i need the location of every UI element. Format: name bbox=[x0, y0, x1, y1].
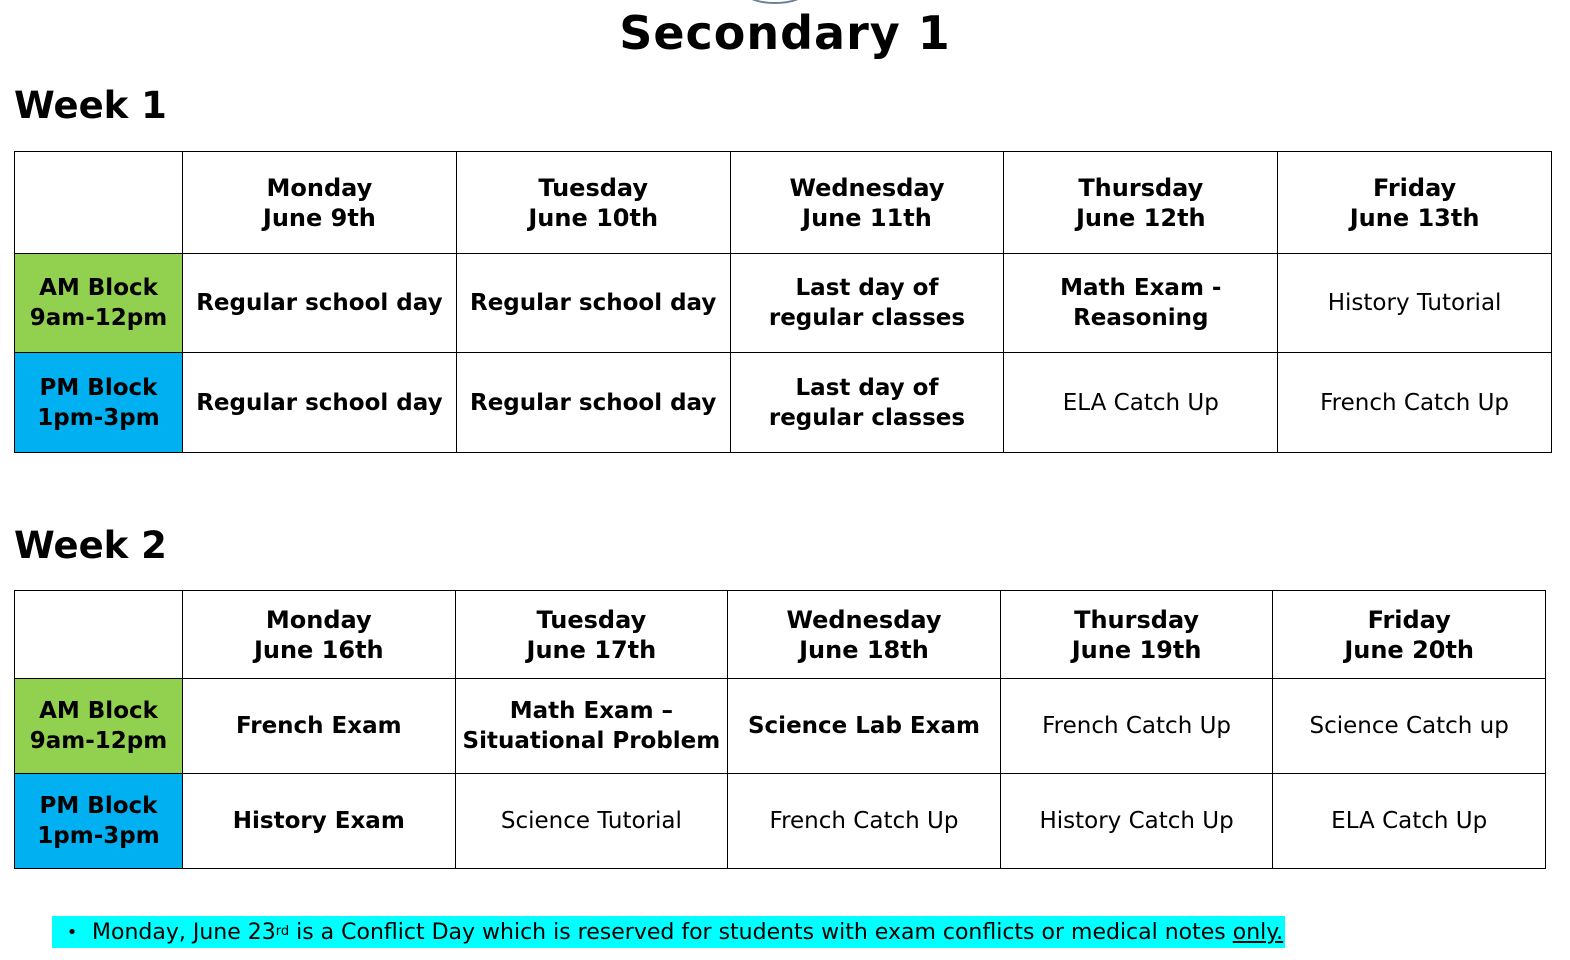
day-date: June 17th bbox=[526, 635, 657, 664]
table-row-am bbox=[15, 254, 1552, 353]
am-block-label bbox=[15, 679, 183, 774]
schedule-cell bbox=[1278, 353, 1552, 453]
week-1-schedule-table bbox=[14, 151, 1552, 453]
day-header-monday bbox=[183, 152, 457, 254]
cell-text-line: Math Exam – bbox=[509, 698, 674, 724]
block-time: 1pm-3pm bbox=[37, 404, 160, 431]
day-name: Thursday bbox=[1074, 605, 1200, 634]
pm-block-label bbox=[15, 774, 183, 869]
block-time: 9am-12pm bbox=[29, 728, 168, 754]
header-logo-arc bbox=[744, 0, 806, 4]
day-name: Monday bbox=[266, 173, 373, 202]
cell-text-line: Science Catch up bbox=[1309, 713, 1509, 739]
schedule-cell bbox=[455, 679, 728, 774]
cell-text-line: ELA Catch Up bbox=[1062, 389, 1219, 416]
table-row-am bbox=[15, 679, 1546, 774]
day-date: June 13th bbox=[1349, 203, 1480, 232]
block-name: PM Block bbox=[39, 374, 158, 401]
note-underlined-text: only. bbox=[1232, 919, 1284, 945]
day-header-thursday bbox=[1004, 152, 1278, 254]
day-date: June 11th bbox=[802, 203, 932, 232]
day-header-wednesday bbox=[730, 152, 1004, 254]
cell-text-line: Math Exam - bbox=[1060, 275, 1222, 301]
table-row-pm bbox=[15, 353, 1552, 453]
day-name: Wednesday bbox=[786, 605, 942, 634]
note-text-before: Monday, June 23 bbox=[92, 919, 276, 945]
day-name: Wednesday bbox=[789, 173, 945, 202]
day-name: Monday bbox=[265, 605, 372, 634]
bullet-icon: • bbox=[66, 921, 78, 943]
cell-text-line: History Exam bbox=[232, 808, 405, 834]
cell-text-line: Science Lab Exam bbox=[747, 713, 980, 739]
day-date: June 19th bbox=[1071, 635, 1202, 664]
conflict-day-note: • Monday, June 23 rd is a Conflict Day which is reserved for students with exam conflicts or medical notes only. bbox=[52, 916, 1285, 948]
cell-text-line: regular classes bbox=[768, 305, 966, 331]
cell-text-line: French Catch Up bbox=[1042, 713, 1232, 739]
block-time: 9am-12pm bbox=[29, 305, 168, 331]
cell-text-line: Regular school day bbox=[470, 389, 717, 416]
day-header-thursday bbox=[1000, 591, 1273, 679]
schedule-cell bbox=[1273, 774, 1546, 869]
block-name: AM Block bbox=[39, 698, 158, 724]
schedule-cell bbox=[455, 774, 728, 869]
schedule-cell bbox=[1000, 774, 1273, 869]
cell-text-line: French Exam bbox=[235, 713, 402, 739]
schedule-cell bbox=[456, 254, 730, 353]
schedule-cell bbox=[1278, 254, 1552, 353]
schedule-cell bbox=[1000, 679, 1273, 774]
corner-cell bbox=[15, 591, 183, 679]
cell-text-line: Regular school day bbox=[196, 389, 443, 416]
page-title: Secondary 1 bbox=[619, 6, 951, 60]
day-date: June 10th bbox=[528, 203, 659, 232]
day-date: June 18th bbox=[799, 635, 929, 664]
day-header-wednesday bbox=[728, 591, 1001, 679]
cell-text-line: Regular school day bbox=[196, 290, 443, 316]
pm-block-label bbox=[15, 353, 183, 453]
day-header-monday bbox=[183, 591, 456, 679]
day-date: June 12th bbox=[1075, 203, 1206, 232]
table-row-pm bbox=[15, 774, 1546, 869]
day-name: Tuesday bbox=[536, 605, 647, 634]
schedule-cell bbox=[183, 353, 457, 453]
table-header-row bbox=[15, 152, 1552, 254]
cell-text-line: French Catch Up bbox=[769, 808, 959, 834]
day-header-friday bbox=[1278, 152, 1552, 254]
cell-text-line: Science Tutorial bbox=[500, 808, 682, 834]
day-header-tuesday bbox=[455, 591, 728, 679]
week-1-heading: Week 1 bbox=[14, 84, 167, 127]
cell-text-line: Last day of bbox=[795, 374, 939, 401]
cell-text-line: History Catch Up bbox=[1039, 808, 1234, 834]
cell-text-line: History Tutorial bbox=[1327, 290, 1502, 316]
am-block-label bbox=[15, 254, 183, 353]
cell-text-line: Regular school day bbox=[470, 290, 717, 316]
day-date: June 20th bbox=[1344, 635, 1475, 664]
week-2-heading: Week 2 bbox=[14, 524, 167, 567]
cell-text-line: regular classes bbox=[768, 404, 966, 431]
schedule-cell bbox=[728, 774, 1001, 869]
table-header-row bbox=[15, 591, 1546, 679]
week-2-schedule-table bbox=[14, 590, 1546, 869]
schedule-cell bbox=[1004, 254, 1278, 353]
schedule-cell bbox=[730, 254, 1004, 353]
day-header-friday bbox=[1273, 591, 1546, 679]
schedule-cell bbox=[1004, 353, 1278, 453]
day-date: June 9th bbox=[262, 203, 376, 232]
day-name: Thursday bbox=[1078, 173, 1204, 202]
day-name: Tuesday bbox=[538, 173, 649, 202]
cell-text-line: Last day of bbox=[795, 275, 939, 301]
day-name: Friday bbox=[1367, 605, 1451, 634]
schedule-cell bbox=[183, 774, 456, 869]
cell-text-line: Reasoning bbox=[1073, 305, 1209, 331]
schedule-cell bbox=[730, 353, 1004, 453]
block-time: 1pm-3pm bbox=[37, 823, 160, 849]
cell-text-line: ELA Catch Up bbox=[1331, 808, 1488, 834]
schedule-cell bbox=[1273, 679, 1546, 774]
day-header-tuesday bbox=[456, 152, 730, 254]
schedule-cell bbox=[183, 254, 457, 353]
block-name: PM Block bbox=[39, 793, 158, 819]
corner-cell bbox=[15, 152, 183, 254]
schedule-cell bbox=[183, 679, 456, 774]
block-name: AM Block bbox=[39, 275, 158, 301]
schedule-cell bbox=[728, 679, 1001, 774]
note-text-after: is a Conflict Day which is reserved for students with exam conflicts or medical notes bbox=[289, 919, 1233, 945]
day-name: Friday bbox=[1372, 173, 1457, 202]
day-date: June 16th bbox=[253, 635, 384, 664]
cell-text-line: Situational Problem bbox=[462, 728, 721, 754]
schedule-cell bbox=[456, 353, 730, 453]
cell-text-line: French Catch Up bbox=[1320, 389, 1510, 416]
